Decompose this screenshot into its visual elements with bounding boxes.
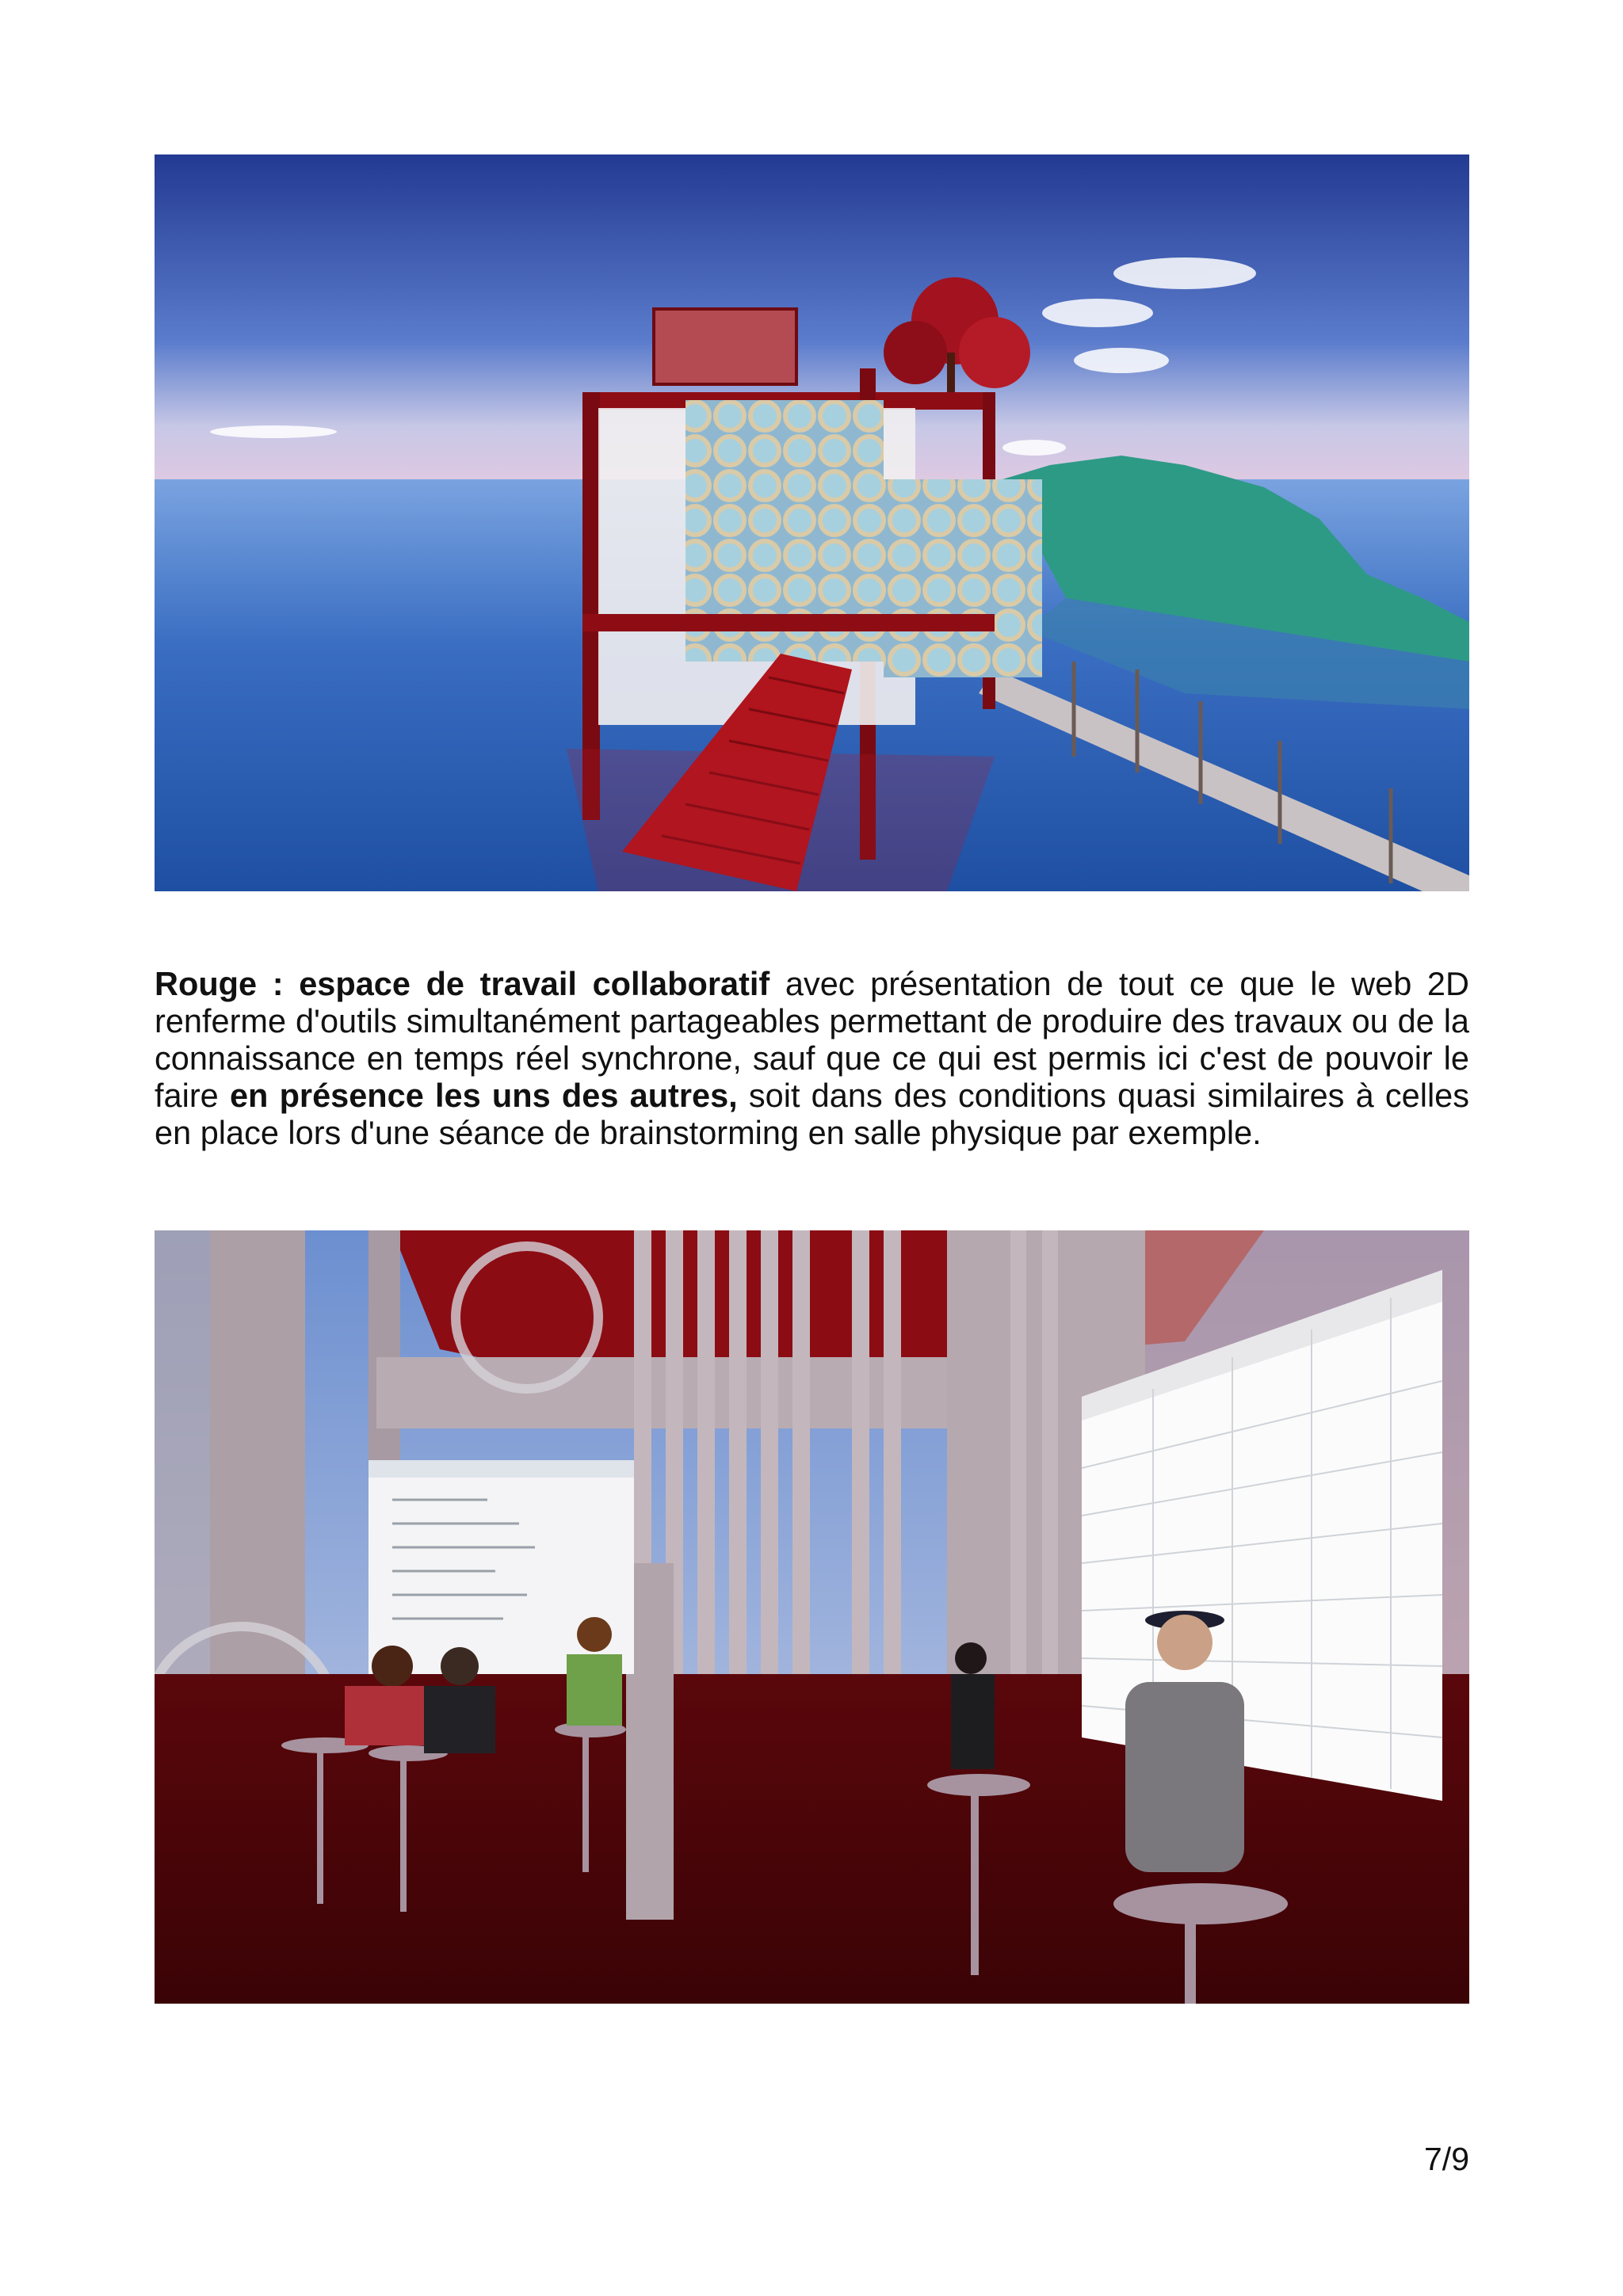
figure-collaborative-room <box>155 1230 1469 2004</box>
red-building-image <box>155 154 1469 891</box>
figure-red-building <box>155 154 1469 891</box>
caption-lead-bold: Rouge : espace de travail collaboratif <box>155 965 770 1002</box>
caption-text-2: soit dans des conditions quasi similaires à celles en place lors d'une séance de brainstorming en salle physique par exemple. <box>155 1077 1469 1151</box>
collaborative-room-image <box>155 1230 1469 2004</box>
caption-mid-bold: en présence les uns des autres, <box>229 1077 738 1114</box>
roof-panel <box>654 309 796 384</box>
caption-text-1: avec présentation de tout ce que le web 2D renferme d'outils simultanément partageables permettant de produire des travaux ou de la connaissance en temps réel synchrone, sauf que ce qui est permis ici c'est de pouvoir le faire <box>155 965 1469 1114</box>
caption-paragraph <box>155 965 1469 1151</box>
page-number: 7/9 <box>1424 2141 1469 2177</box>
